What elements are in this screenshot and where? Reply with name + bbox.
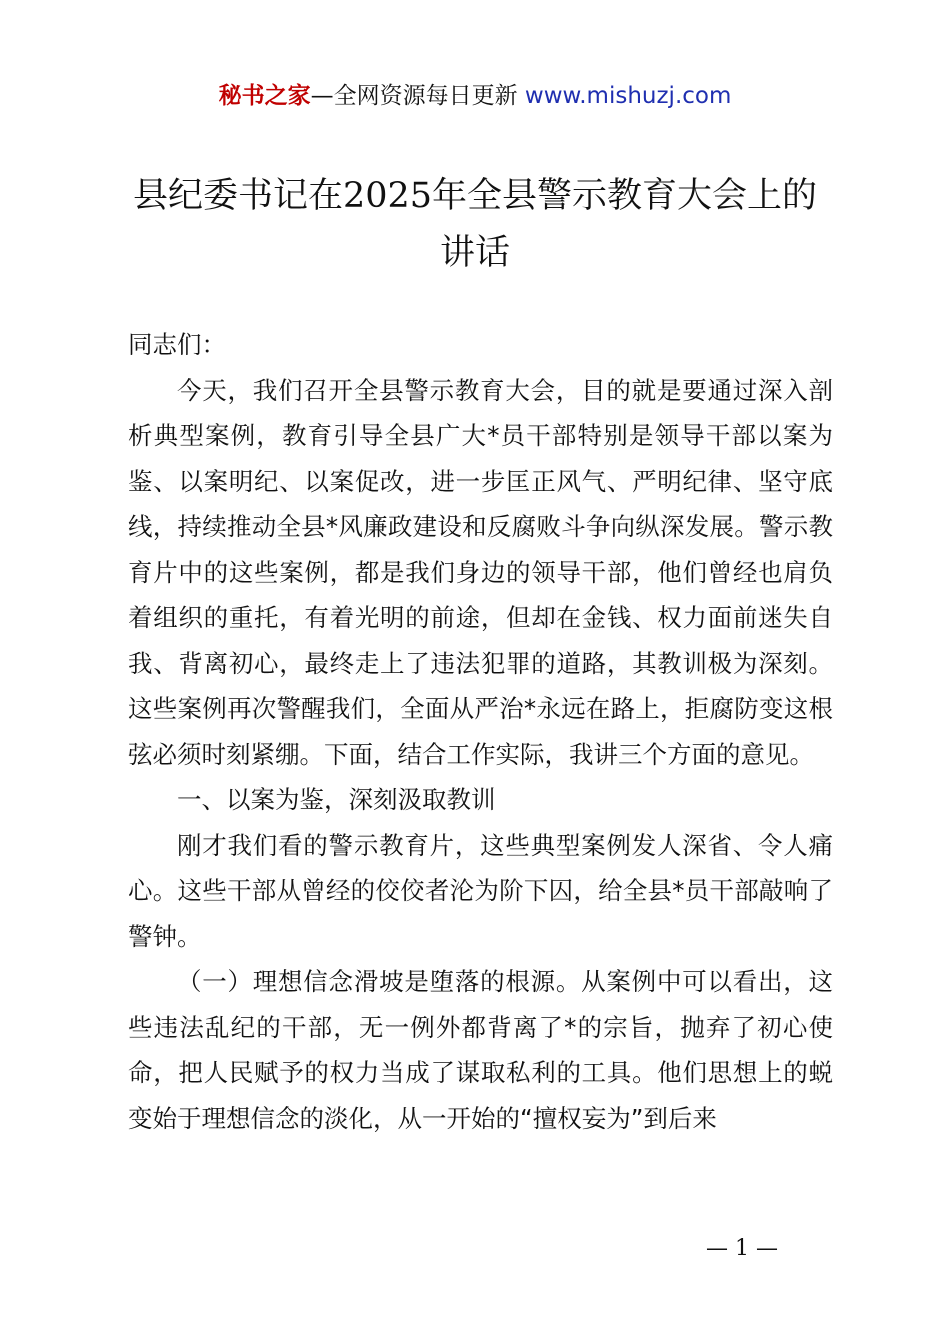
section-heading-1: 一、以案为鉴，深刻汲取教训 bbox=[177, 785, 496, 814]
paragraph-intro: 今天，我们召开全县警示教育大会，目的就是要通过深入剖析典型案例，教育引导全县广大*员干部特别是领导干部以案为鉴、以案明纪、以案促改，进一步匡正风气、严明纪律、坚守底线，持续推动全县*风廉政建设和反腐败斗争向纵深发展。警示教育片中的这些案例，都是我们身边的领导干部，他们曾经也肩负着组织的重托，有着光明的前途，但却在金钱、权力面前迷失自我、背离初心，最终走上了违法犯罪的道路，其教训极为深刻。这些案例再次警醒我们，全面从严治*永远在路上，拒腐防变这根弦必须时刻紧绷。下面，结合工作实际，我讲三个方面的意见。 bbox=[128, 375, 833, 769]
site-url-link[interactable]: www.mishuzj.com bbox=[524, 83, 732, 109]
site-header bbox=[0, 80, 950, 112]
paragraph-subsection-1: （一）理想信念滑坡是堕落的根源。从案例中可以看出，这些违法乱纪的干部，无一例外都背离了*的宗旨，抛弃了初心使命，把人民赋予的权力当成了谋取私利的工具。他们思想上的蜕变始于理想信念的淡化，从一开始的“擅权妄为”到后来 bbox=[128, 967, 833, 1133]
paragraph-section-1: 刚才我们看的警示教育片，这些典型案例发人深省、令人痛心。这些干部从曾经的佼佼者沦为阶下囚，给全县*员干部敲响了警钟。 bbox=[128, 830, 833, 951]
page-number: — 1 — bbox=[706, 1236, 778, 1261]
document-body bbox=[128, 322, 833, 1141]
salutation: 同志们： bbox=[128, 330, 226, 359]
header-tagline: —全网资源每日更新 bbox=[310, 83, 518, 109]
brand-name: 秘书之家 bbox=[218, 83, 311, 109]
document-title: 县纪委书记在2025年全县警示教育大会上的讲话 bbox=[132, 176, 818, 273]
